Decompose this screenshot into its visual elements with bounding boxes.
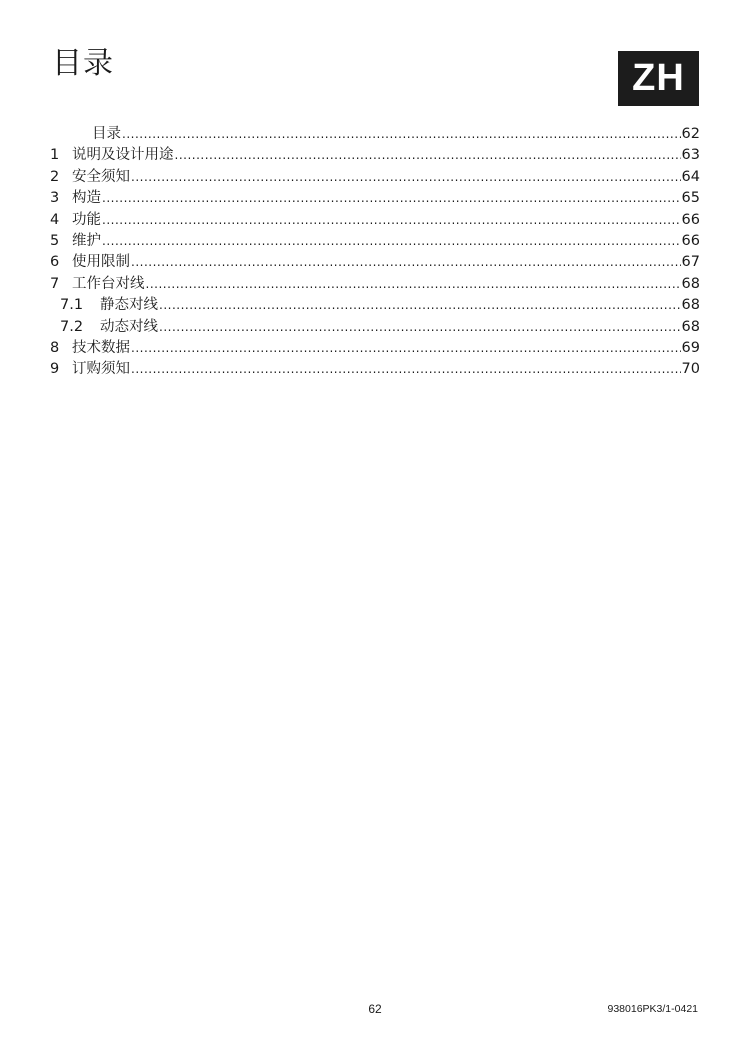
toc-entry-label: 使用限制 (72, 254, 130, 271)
table-of-contents (50, 124, 700, 381)
toc-entry[interactable] (50, 145, 700, 166)
language-badge: ZH (618, 51, 699, 106)
toc-entry[interactable] (50, 359, 700, 380)
toc-entry-page: 65 (681, 190, 700, 207)
toc-entry[interactable] (50, 124, 700, 145)
toc-entry-label: 安全须知 (72, 168, 130, 185)
toc-leader-dots (131, 359, 681, 380)
toc-entry-page: 64 (681, 168, 700, 185)
toc-entry-label: 工作台对线 (72, 275, 145, 292)
toc-entry-label: 说明及设计用途 (72, 147, 174, 164)
toc-entry-number: 7 (50, 275, 60, 292)
toc-entry-number: 4 (50, 211, 60, 228)
toc-entry[interactable] (50, 231, 700, 252)
toc-entry-label: 功能 (72, 211, 101, 228)
toc-entry-label: 动态对线 (100, 318, 158, 335)
toc-entry-number: 7.1 (60, 297, 84, 314)
toc-entry-number: 7.2 (60, 318, 84, 335)
toc-entry-page: 63 (681, 147, 700, 164)
toc-leader-dots (159, 295, 681, 316)
toc-leader-dots (131, 167, 681, 188)
toc-leader-dots (175, 145, 681, 166)
toc-entry-page: 68 (681, 318, 700, 335)
toc-subentry[interactable] (50, 317, 700, 338)
toc-entry-label: 构造 (72, 190, 101, 207)
toc-entry-page: 67 (681, 254, 700, 271)
toc-entry-label: 技术数据 (72, 339, 130, 356)
footer-page-number: 62 (368, 1002, 382, 1016)
toc-subentry[interactable] (50, 295, 700, 316)
toc-entry-number: 6 (50, 254, 60, 271)
toc-entry-label: 静态对线 (100, 297, 158, 314)
toc-entry-page: 66 (681, 232, 700, 249)
toc-entry-page: 68 (681, 275, 700, 292)
toc-entry[interactable] (50, 188, 700, 209)
toc-entry-label: 订购须知 (72, 361, 130, 378)
toc-entry-number: 3 (50, 190, 60, 207)
toc-entry[interactable] (50, 210, 700, 231)
footer-document-code: 938016PK3/1-0421 (607, 1003, 698, 1015)
toc-leader-dots (122, 124, 681, 145)
toc-entry-page: 68 (681, 297, 700, 314)
toc-leader-dots (131, 252, 681, 273)
page-title: 目录 (52, 46, 114, 81)
toc-entry-number: 5 (50, 232, 60, 249)
toc-entry-page: 66 (681, 211, 700, 228)
toc-leader-dots (159, 317, 681, 338)
toc-leader-dots (102, 210, 681, 231)
toc-leader-dots (131, 338, 681, 359)
toc-leader-dots (102, 231, 681, 252)
toc-entry-number: 2 (50, 168, 60, 185)
toc-entry[interactable] (50, 274, 700, 295)
toc-entry-number: 9 (50, 361, 60, 378)
toc-entry-number: 1 (50, 147, 60, 164)
toc-entry-number: 8 (50, 339, 60, 356)
toc-entry-page: 70 (681, 361, 700, 378)
toc-entry-label: 目录 (92, 126, 121, 142)
toc-leader-dots (102, 188, 681, 209)
toc-entry[interactable] (50, 167, 700, 188)
toc-entry-label: 维护 (72, 232, 101, 249)
toc-leader-dots (146, 274, 681, 295)
toc-entry-page: 62 (681, 126, 700, 142)
toc-entry-page: 69 (681, 339, 700, 356)
toc-entry[interactable] (50, 338, 700, 359)
toc-entry[interactable] (50, 252, 700, 273)
